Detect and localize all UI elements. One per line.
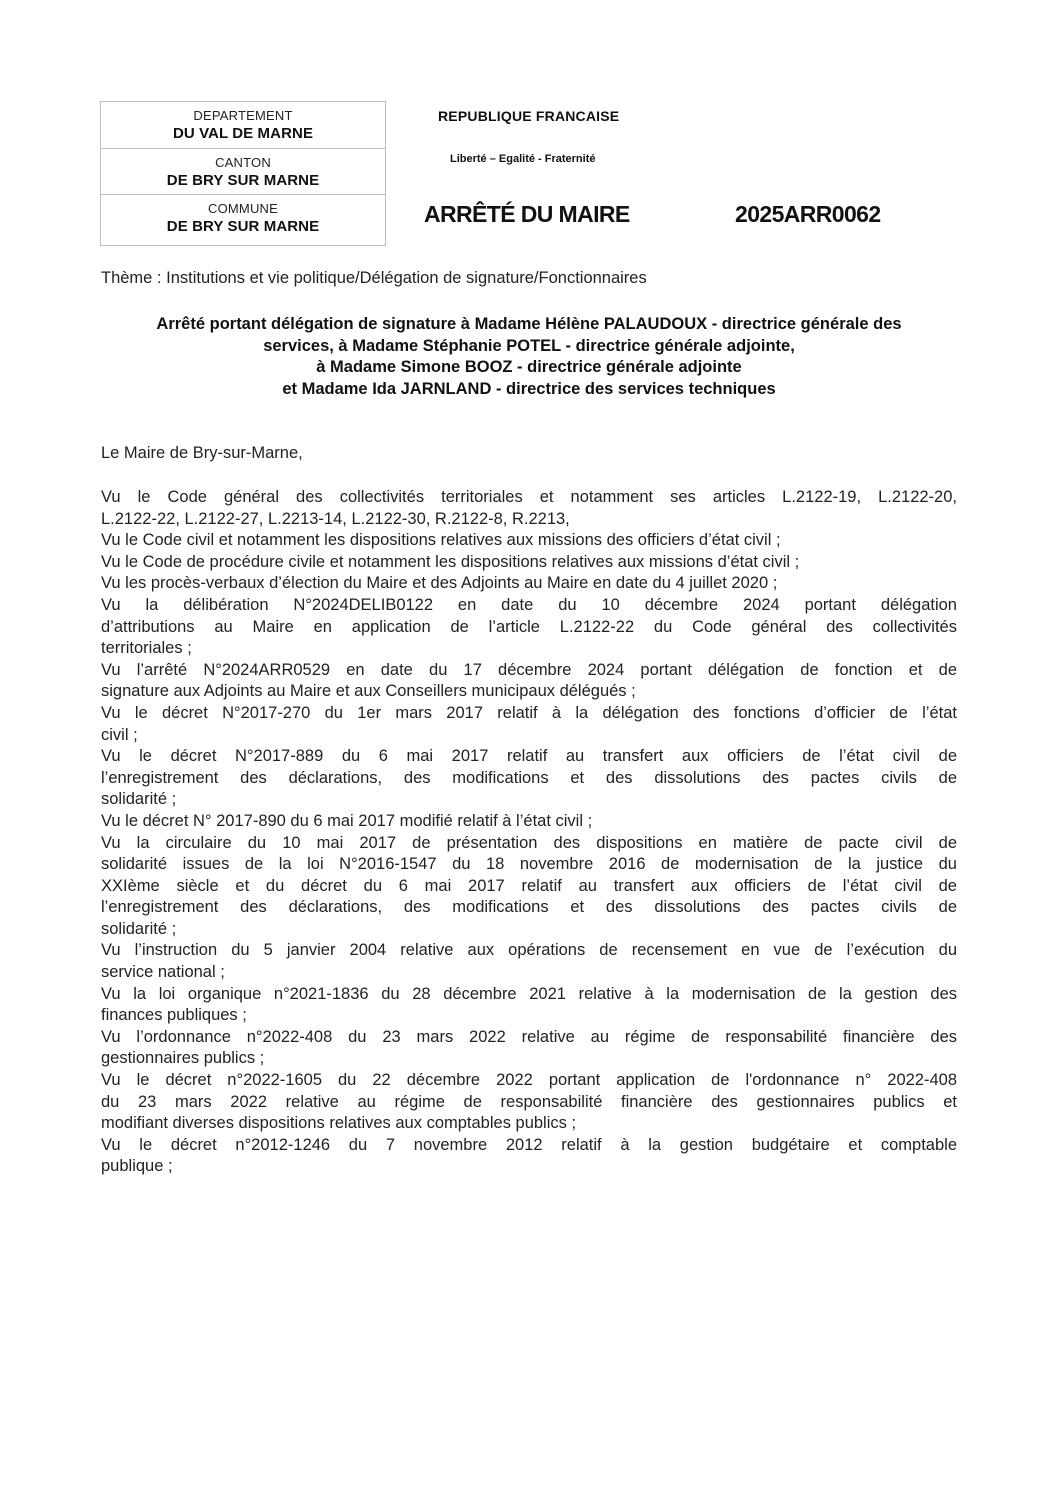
canton-label: CANTON [215, 155, 271, 170]
body-line: modifiant diverses dispositions relatives aux comptables publics ; [101, 1114, 577, 1133]
body-line: XXIème siècle et du décret du 6 mai 2017 relatif au transfert aux officiers de l’état civil de [101, 876, 957, 895]
commune-value: DE BRY SUR MARNE [166, 218, 320, 235]
theme-line: Thème : Institutions et vie politique/Délégation de signature/Fonctionnaires [101, 269, 647, 287]
canton-cell [101, 148, 385, 194]
departement-label: DEPARTEMENT [193, 108, 293, 123]
body-line: publique ; [101, 1157, 173, 1176]
departement-value: DU VAL DE MARNE [172, 125, 314, 142]
body-line: solidarité ; [101, 790, 177, 809]
body-line: L.2122-22, L.2122-27, L.2213-14, L.2122-30, R.2122-8, R.2213, [101, 509, 570, 528]
body-line: civil ; [101, 725, 138, 744]
body-line: du 23 mars 2022 relative au régime de responsabilité financière des gestionnaires publics et [101, 1092, 957, 1111]
body-line: Vu le décret N°2017-889 du 6 mai 2017 relatif au transfert aux officiers de l’état civil de [101, 747, 957, 766]
body-line: Vu l’ordonnance n°2022-408 du 23 mars 2022 relative au régime de responsabilité financière des [101, 1027, 957, 1046]
body-line: Vu l’arrêté N°2024ARR0529 en date du 17 décembre 2024 portant délégation de fonction et de [101, 660, 957, 679]
body-line: service national ; [101, 963, 225, 982]
commune-cell [101, 194, 385, 240]
subject-line: Arrêté portant délégation de signature à Madame Hélène PALAUDOUX - directrice générale des [156, 315, 902, 333]
body-line: Vu le décret n°2012-1246 du 7 novembre 2012 relatif à la gestion budgétaire et comptable [101, 1135, 957, 1154]
visas-body [101, 487, 957, 1178]
body-line: l’enregistrement des déclarations, des modifications et des dissolutions des pactes civils de [101, 898, 957, 917]
greeting: Le Maire de Bry-sur-Marne, [101, 444, 303, 462]
subject-line: et Madame Ida JARNLAND - directrice des services techniques [282, 379, 776, 398]
devise: Liberté – Egalité - Fraternité [450, 153, 596, 165]
body-line: Vu l’instruction du 5 janvier 2004 relative aux opérations de recensement en vue de l’exécution du [101, 941, 957, 960]
body-line: Vu le Code général des collectivités territoriales et notamment ses articles L.2122-19, L.2122-20, [101, 488, 957, 506]
body-line: finances publiques ; [101, 1006, 247, 1025]
subject-line: services, à Madame Stéphanie POTEL - directrice générale adjointe, [263, 336, 795, 355]
arrete-subject [101, 314, 957, 400]
body-line: territoriales ; [101, 639, 192, 658]
body-line: Vu le décret n°2022-1605 du 22 décembre 2022 portant application de l'ordonnance n° 2022-408 [101, 1071, 957, 1090]
body-line: d’attributions au Maire en application de l’article L.2122-22 du Code général des collectivités [101, 617, 957, 636]
body-line: Vu le Code de procédure civile et notamment les dispositions relatives aux missions d’état civil ; [101, 552, 800, 571]
body-line: Vu le décret N°2017-270 du 1er mars 2017 relatif à la délégation des fonctions d’officier de l’état [101, 703, 957, 722]
republique-heading: REPUBLIQUE FRANCAISE [438, 108, 620, 124]
body-line: Vu la délibération N°2024DELIB0122 en date du 10 décembre 2024 portant délégation [101, 595, 957, 614]
body-line: signature aux Adjoints au Maire et aux Conseillers municipaux délégués ; [101, 682, 636, 701]
body-line: solidarité issues de la loi N°2016-1547 du 18 novembre 2016 de modernisation de la justice du [101, 855, 957, 874]
arrete-title: ARRÊTÉ DU MAIRE [424, 201, 630, 227]
departement-cell [101, 102, 385, 148]
commune-label: COMMUNE [207, 201, 278, 216]
subject-line: à Madame Simone BOOZ - directrice générale adjointe [316, 358, 742, 376]
administrative-header-box [100, 101, 386, 246]
body-line: Vu le décret N° 2017-890 du 6 mai 2017 modifié relatif à l’état civil ; [101, 811, 593, 830]
body-line: l’enregistrement des déclarations, des modifications et des dissolutions des pactes civils de [101, 768, 957, 787]
canton-value: DE BRY SUR MARNE [166, 172, 320, 189]
body-line: solidarité ; [101, 919, 177, 938]
body-line: Vu le Code civil et notamment les dispositions relatives aux missions des officiers d’état civil ; [101, 531, 781, 550]
body-line: Vu les procès-verbaux d’élection du Maire et des Adjoints au Maire en date du 4 juillet 2020 ; [101, 574, 778, 593]
body-line: Vu la loi organique n°2021-1836 du 28 décembre 2021 relative à la modernisation de la gestion des [101, 984, 957, 1003]
body-line: Vu la circulaire du 10 mai 2017 de présentation des dispositions en matière de pacte civil de [101, 833, 957, 852]
arrete-number: 2025ARR0062 [735, 201, 881, 227]
body-line: gestionnaires publics ; [101, 1049, 265, 1068]
